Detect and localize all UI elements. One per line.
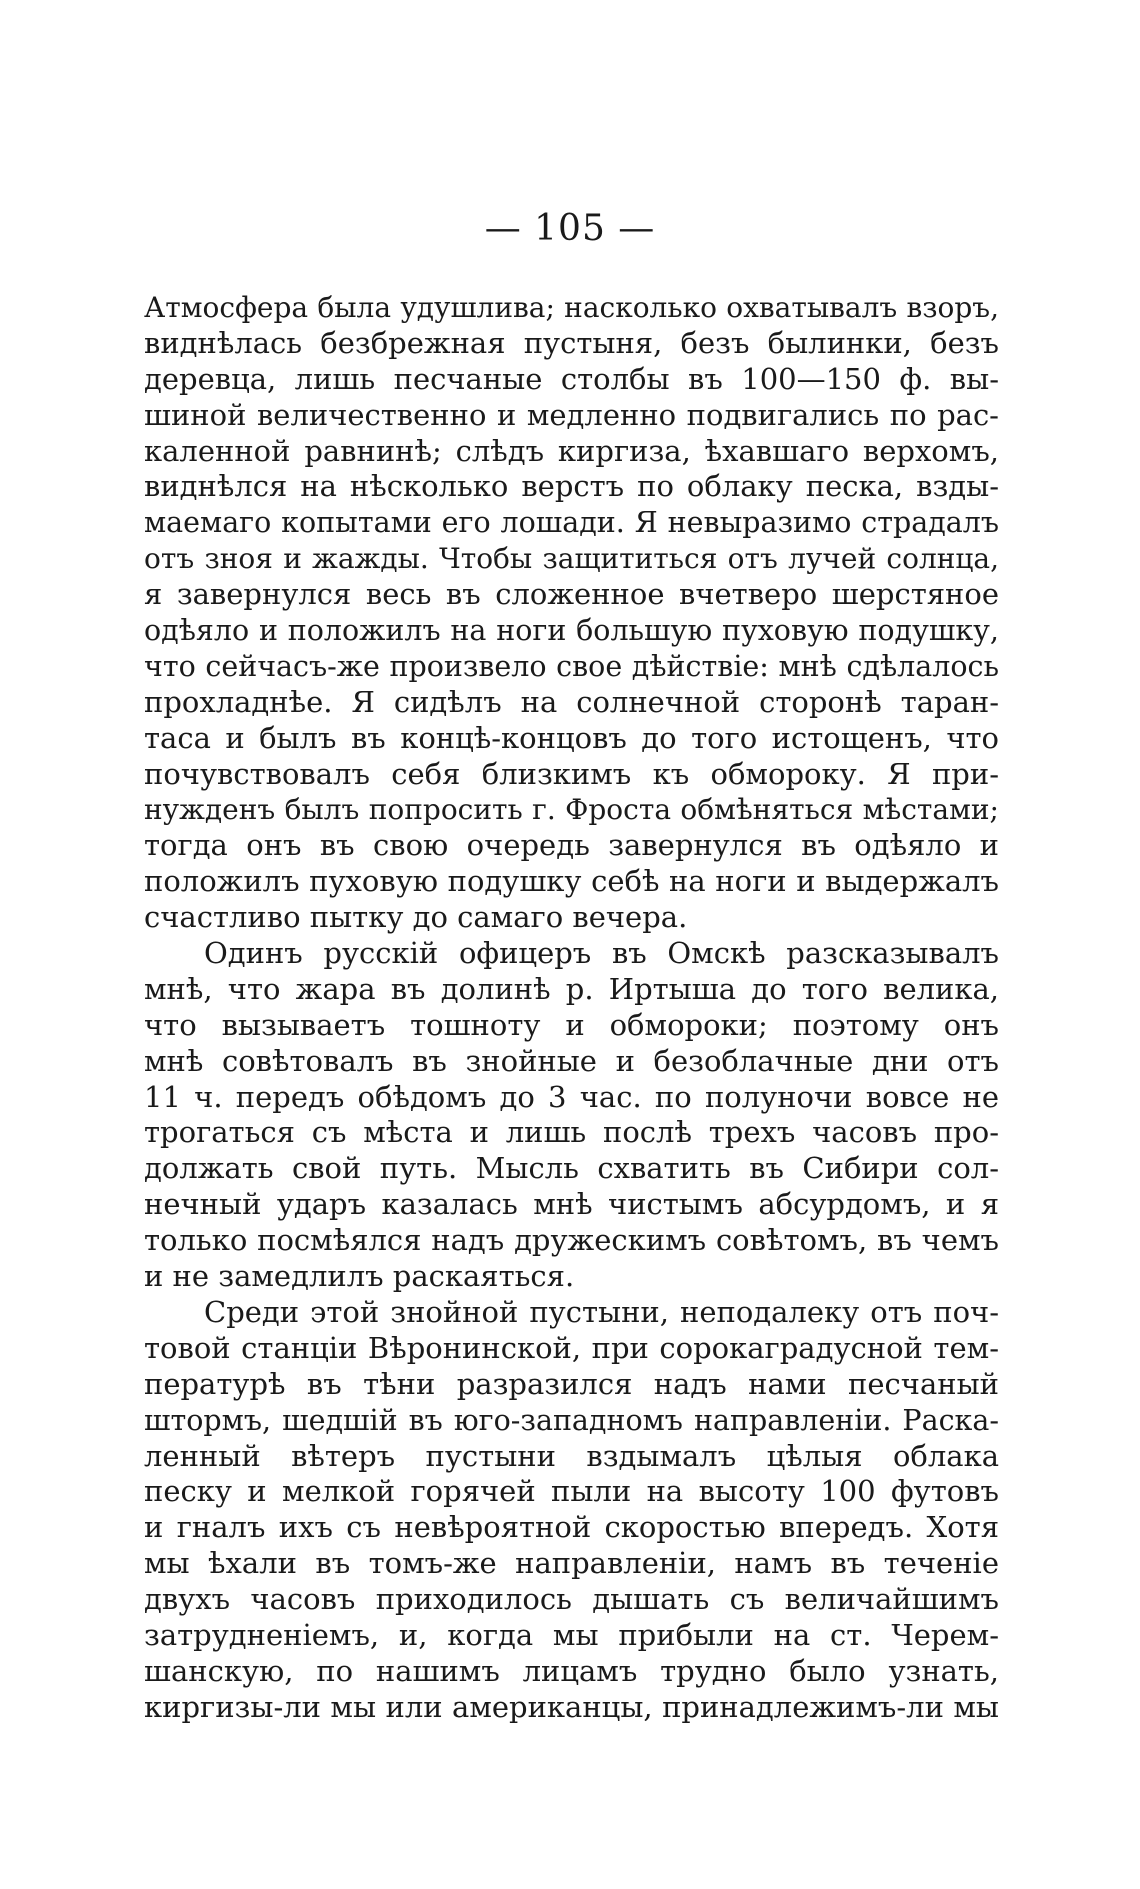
- text-line: таса и былъ въ концѣ-концовъ до того истощенъ, что: [144, 720, 999, 755]
- text-line: одѣяло и положилъ на ноги большую пуховую подушку,: [144, 614, 999, 648]
- text-line: виднѣлся на нѣсколько верстъ по облаку песка, взды-: [144, 469, 999, 504]
- text-line: песку и мелкой горячей пыли на высоту 100 футовъ: [144, 1474, 999, 1509]
- text-line: Атмосфера была удушлива; насколько охватывалъ взоръ,: [144, 291, 999, 324]
- text-line: я завернулся весь въ сложенное вчетверо шерстяное: [144, 577, 999, 612]
- text-line: шиной величественно и медленно подвигались по рас-: [144, 397, 999, 432]
- paragraph: [144, 936, 999, 1295]
- text-line: должать свой путь. Мысль схватить въ Сибири сол-: [144, 1151, 999, 1186]
- text-line: 11 ч. передъ обѣдомъ до 3 час. по полуночи вовсе не: [144, 1079, 999, 1114]
- text-line: только посмѣялся надъ дружескимъ совѣтомъ, въ чемъ: [144, 1223, 999, 1258]
- text-line: мы ѣхали въ томъ-же направленіи, намъ въ теченіе: [144, 1546, 999, 1581]
- text-line: и гналъ ихъ съ невѣроятной скоростью впередъ. Хотя: [144, 1510, 999, 1545]
- text-line: товой станціи Вѣронинской, при сорокаградусной тем-: [144, 1330, 999, 1365]
- text-line: маемаго копытами его лошади. Я невыразимо страдалъ: [144, 506, 999, 540]
- paragraph: [144, 290, 999, 936]
- text-line: почувствовалъ себя близкимъ къ обмороку. Я при-: [144, 756, 999, 791]
- text-line: ленный вѣтеръ пустыни вздымалъ цѣлыя облака: [144, 1438, 999, 1473]
- text-line: деревца, лишь песчаные столбы въ 100—150 ф. вы-: [144, 361, 999, 396]
- text-line: двухъ часовъ приходилось дышать съ величайшимъ: [144, 1582, 999, 1617]
- page-number: — 105 —: [484, 208, 656, 249]
- text-line: виднѣлась безбрежная пустыня, безъ былинки, безъ: [144, 325, 999, 360]
- text-line: тогда онъ въ свою очередь завернулся въ одѣяло и: [144, 828, 999, 863]
- text-line: мнѣ, что жара въ долинѣ р. Иртыша до того велика,: [144, 971, 999, 1006]
- text-line: трогаться съ мѣста и лишь послѣ трехъ часовъ про-: [144, 1115, 999, 1150]
- text-line: что сейчасъ-же произвело свое дѣйствіе: мнѣ сдѣлалось: [144, 649, 999, 683]
- text-line: каленной равнинѣ; слѣдъ киргиза, ѣхавшаго верхомъ,: [144, 433, 999, 468]
- text-line: счастливо пытку до самаго вечера.: [144, 900, 688, 935]
- text-line: отъ зноя и жажды. Чтобы защититься отъ лучей солнца,: [144, 542, 999, 576]
- body-text: [144, 290, 999, 1726]
- text-line: киргизы-ли мы или американцы, принадлежимъ-ли мы: [144, 1689, 999, 1724]
- text-line: что вызываетъ тошноту и обмороки; поэтому онъ: [144, 1007, 999, 1042]
- text-line: положилъ пуховую подушку себѣ на ноги и выдержалъ: [144, 864, 999, 899]
- text-line: пературѣ въ тѣни разразился надъ нами песчаный: [144, 1366, 999, 1401]
- text-line: мнѣ совѣтовалъ въ знойные и безоблачные дни отъ: [144, 1043, 999, 1078]
- text-line: шанскую, по нашимъ лицамъ трудно было узнать,: [144, 1653, 999, 1688]
- text-line: затрудненіемъ, и, когда мы прибыли на ст. Черем-: [144, 1617, 999, 1652]
- text-line: Одинъ русскій офицеръ въ Омскѣ разсказывалъ: [204, 936, 999, 971]
- text-line: нечный ударъ казалась мнѣ чистымъ абсурдомъ, и я: [144, 1187, 999, 1222]
- text-line: нужденъ былъ попросить г. Фроста обмѣняться мѣстами;: [144, 793, 999, 827]
- text-line: штормъ, шедшій въ юго-западномъ направленіи. Раска-: [144, 1403, 999, 1437]
- text-line: Среди этой знойной пустыни, неподалеку отъ поч-: [204, 1294, 999, 1329]
- paragraph: [144, 1295, 999, 1726]
- text-line: прохладнѣе. Я сидѣлъ на солнечной сторонѣ таран-: [144, 684, 999, 719]
- text-line: и не замедлилъ раскаяться.: [144, 1259, 575, 1294]
